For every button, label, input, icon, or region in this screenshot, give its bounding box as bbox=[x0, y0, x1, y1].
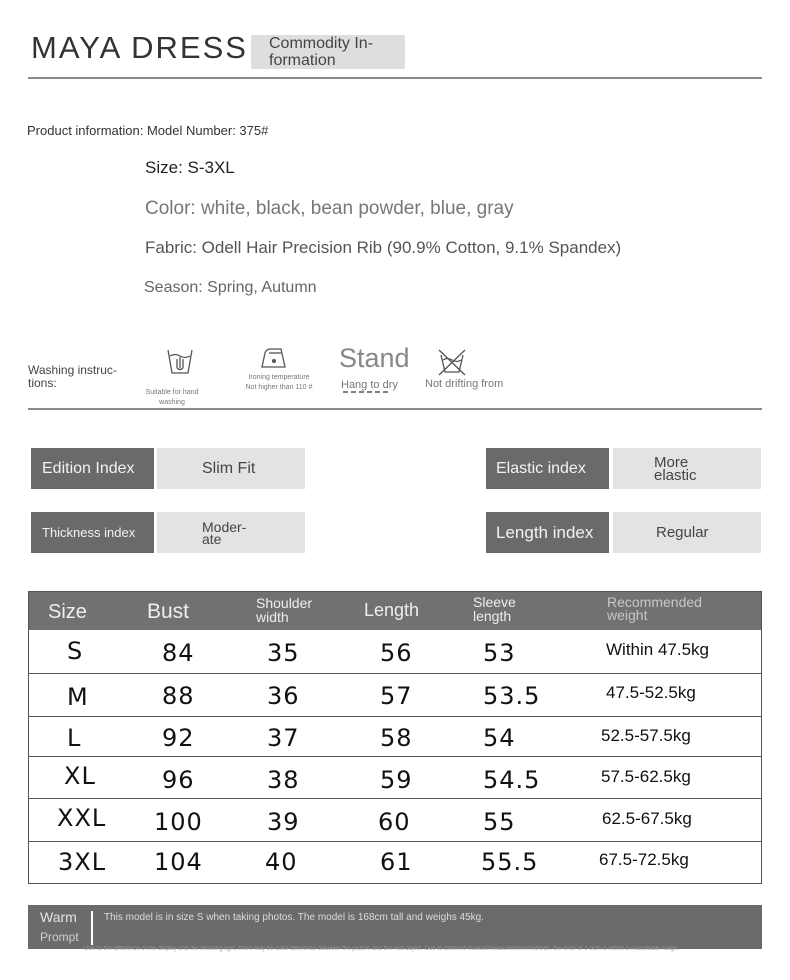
cell-weight: 67.5-72.5kg bbox=[599, 850, 689, 869]
elastic-index-label: Elastic index bbox=[486, 448, 609, 489]
header-weight bbox=[607, 596, 702, 622]
elastic-value-line-2: elastic bbox=[654, 466, 697, 484]
hand-wash-caption: Suitable for hand washing bbox=[145, 389, 199, 406]
spec-size: Size: S-3XL bbox=[145, 158, 235, 177]
length-index-value: Regular bbox=[613, 512, 761, 553]
thickness-index-value bbox=[157, 512, 305, 553]
hang-dry-caption: Hang to dry bbox=[341, 379, 398, 391]
spec-fabric: Fabric: Odell Hair Precision Rib (90.9% Cotton, 9.1% Spandex) bbox=[145, 238, 622, 257]
no-drift-caption: Not drifting from bbox=[425, 378, 504, 390]
cell-sleeve: 53 bbox=[483, 639, 516, 667]
header-weight-line-2: weight bbox=[607, 607, 648, 623]
thickness-value-line-1: Moder- bbox=[202, 518, 247, 535]
cell-shoulder: 37 bbox=[267, 724, 300, 752]
cell-bust: 104 bbox=[154, 848, 203, 876]
iron-icon bbox=[259, 345, 291, 371]
size-table-header bbox=[29, 592, 761, 630]
cell-shoulder: 35 bbox=[267, 639, 300, 667]
cell-shoulder: 38 bbox=[267, 766, 300, 794]
cell-length: 57 bbox=[380, 682, 413, 710]
cell-weight: Within 47.5kg bbox=[606, 640, 709, 659]
cell-weight: 47.5-52.5kg bbox=[606, 683, 696, 702]
spec-color: Color: white, black, bean powder, blue, gray bbox=[145, 198, 514, 219]
cell-sleeve: 55.5 bbox=[481, 848, 539, 876]
prompt-label: Prompt bbox=[40, 930, 79, 944]
header-shoulder-line-1: Shoulder bbox=[256, 595, 313, 611]
washing-divider bbox=[28, 408, 762, 410]
cell-size: XL bbox=[64, 762, 96, 790]
cell-size: XXL bbox=[57, 804, 107, 832]
washing-label bbox=[28, 364, 128, 390]
size-table bbox=[28, 591, 762, 884]
fine-print: Due to the difference of the display and the shooting light, there may be color difference between the picture and the real object. Due to different manual measurement methods, the error of 1-3cm is within a reasonable range. bbox=[84, 946, 680, 952]
commodity-info-badge bbox=[251, 35, 405, 69]
header-bust: Bust bbox=[147, 600, 190, 623]
cell-shoulder: 40 bbox=[265, 848, 298, 876]
cell-length: 56 bbox=[380, 639, 413, 667]
model-note: This model is in size S when taking photos. The model is 168cm tall and weighs 45kg. bbox=[104, 912, 485, 923]
ironing-caption-line-1: Ironing temperature bbox=[248, 374, 310, 381]
cell-shoulder: 36 bbox=[267, 682, 300, 710]
length-index-label: Length index bbox=[486, 512, 609, 553]
badge-line-2: formation bbox=[269, 52, 336, 69]
cell-size: S bbox=[67, 637, 84, 665]
header-divider bbox=[28, 77, 762, 79]
cell-sleeve: 55 bbox=[483, 808, 516, 836]
cell-bust: 100 bbox=[154, 808, 203, 836]
table-row bbox=[29, 716, 761, 756]
cell-length: 58 bbox=[380, 724, 413, 752]
cell-bust: 84 bbox=[162, 639, 195, 667]
washing-label-line-2: tions: bbox=[28, 376, 57, 390]
no-drift-icon bbox=[436, 347, 468, 377]
header-shoulder-line-2: width bbox=[256, 609, 289, 625]
table-row bbox=[29, 673, 761, 716]
cell-weight: 52.5-57.5kg bbox=[601, 726, 691, 745]
cell-bust: 88 bbox=[162, 682, 195, 710]
header-weight-line-1: Recommended bbox=[607, 594, 702, 610]
cell-weight: 62.5-67.5kg bbox=[602, 809, 692, 828]
cell-length: 59 bbox=[380, 766, 413, 794]
cell-size: M bbox=[67, 683, 89, 711]
cell-sleeve: 54 bbox=[483, 724, 516, 752]
header-shoulder bbox=[256, 596, 312, 624]
header-sleeve-line-2: length bbox=[473, 608, 512, 624]
edition-index-label: Edition Index bbox=[31, 448, 154, 489]
stand-dry-text: Stand bbox=[339, 343, 410, 373]
cell-size: 3XL bbox=[58, 848, 107, 876]
washing-label-line-1: Washing instruc- bbox=[28, 363, 117, 377]
spec-season: Season: Spring, Autumn bbox=[144, 279, 317, 296]
table-row bbox=[29, 798, 761, 841]
cell-sleeve: 53.5 bbox=[483, 682, 541, 710]
cell-bust: 92 bbox=[162, 724, 195, 752]
cell-weight: 57.5-62.5kg bbox=[601, 767, 691, 786]
cell-length: 61 bbox=[380, 848, 413, 876]
header-length: Length bbox=[364, 600, 420, 620]
header-sleeve-line-1: Sleeve bbox=[473, 594, 516, 610]
thickness-index-label: Thickness index bbox=[31, 512, 154, 553]
warm-prompt-banner bbox=[28, 905, 762, 949]
hand-wash-icon bbox=[165, 346, 195, 376]
header-size: Size bbox=[48, 601, 87, 623]
cell-size: L bbox=[67, 724, 82, 752]
cell-shoulder: 39 bbox=[267, 808, 300, 836]
page-title: MAYA DRESS bbox=[31, 30, 248, 65]
cell-bust: 96 bbox=[162, 766, 195, 794]
banner-divider bbox=[91, 911, 93, 945]
product-info-line: Product information: Model Number: 375# bbox=[27, 123, 269, 138]
table-row bbox=[29, 841, 761, 883]
ironing-caption bbox=[238, 373, 320, 393]
thickness-value-line-2: ate bbox=[202, 530, 222, 547]
table-row bbox=[29, 756, 761, 798]
elastic-index-value bbox=[613, 448, 761, 489]
cell-length: 60 bbox=[378, 808, 411, 836]
header-sleeve bbox=[473, 595, 516, 623]
edition-index-value: Slim Fit bbox=[157, 448, 305, 489]
ironing-caption-line-2: Not higher than 110 # bbox=[245, 384, 313, 391]
elastic-value-line-1: More bbox=[654, 453, 689, 471]
warm-label: Warm bbox=[40, 909, 77, 925]
table-row bbox=[29, 630, 761, 673]
cell-sleeve: 54.5 bbox=[483, 766, 541, 794]
badge-line-1: Commodity In- bbox=[269, 35, 374, 52]
